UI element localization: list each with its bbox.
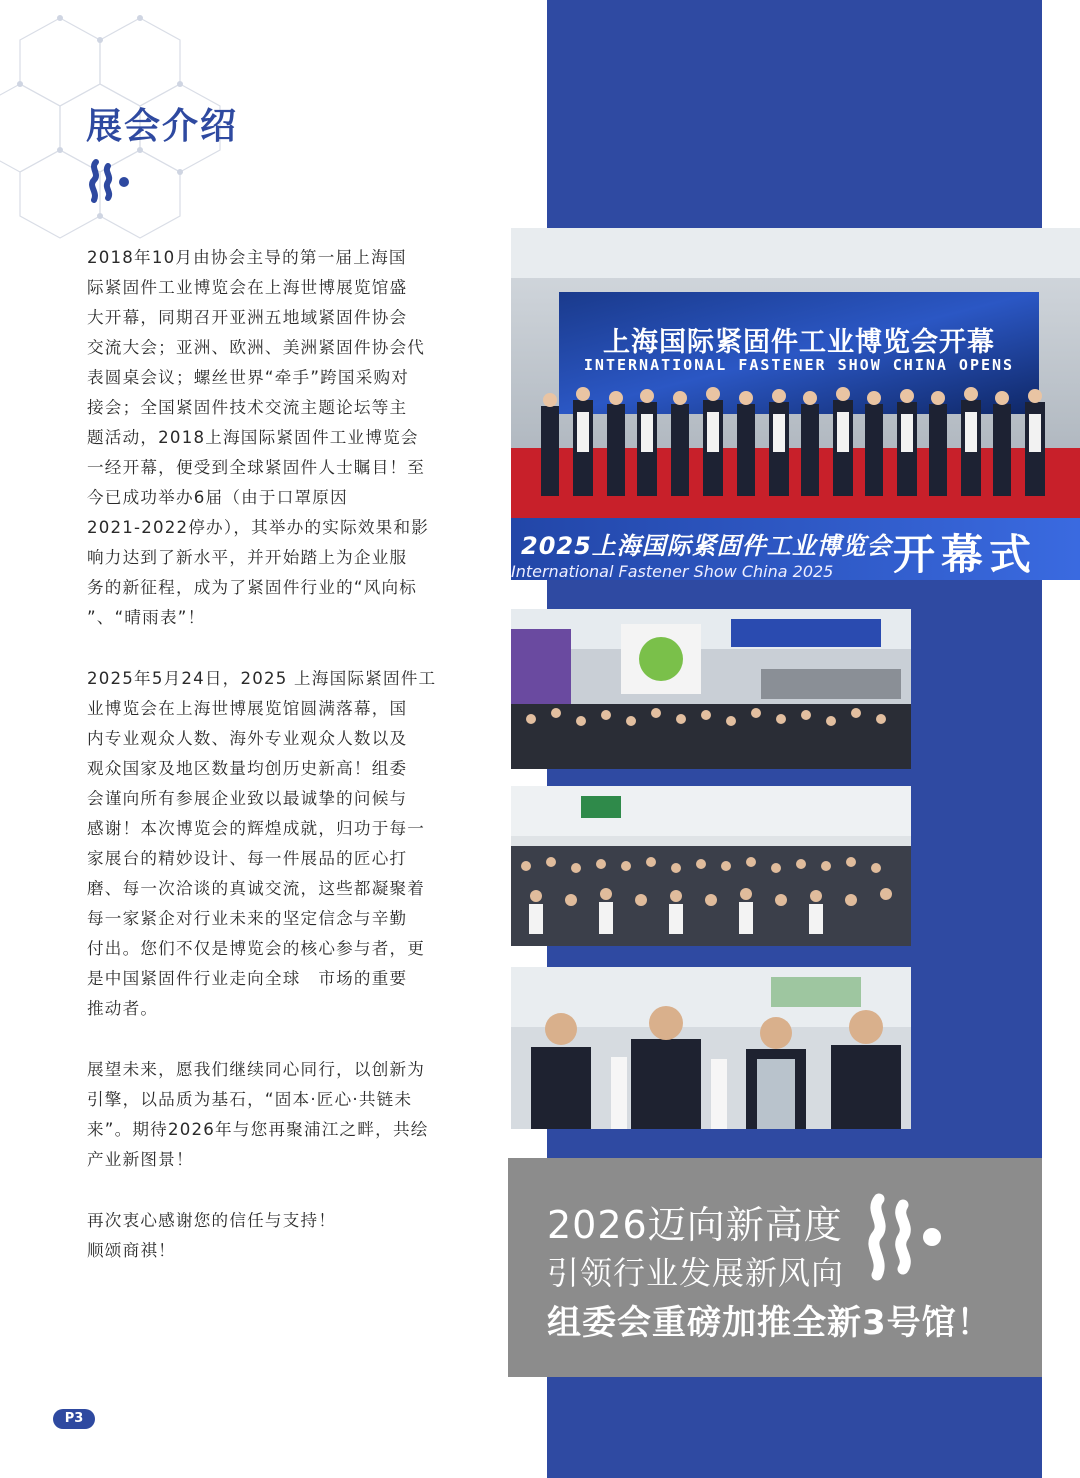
text-line: 业博览会在上海世博展览馆圆满落幕，国	[87, 699, 408, 718]
text-line: 展望未来，愿我们继续同心同行，以创新为	[87, 1060, 426, 1079]
text-line: 大开幕，同期召开亚洲五地域紧固件协会	[87, 308, 408, 327]
stage-subtitle: International Fastener Show China 2025	[511, 562, 834, 580]
banner-subtitle: INTERNATIONAL FASTENER SHOW CHINA OPENS	[583, 356, 1015, 374]
promo-line-1: 2026迈向新高度	[547, 1203, 843, 1247]
intro-paragraph-3	[87, 1055, 439, 1175]
text-line: 付出。您们不仅是博览会的核心参与者，更	[87, 939, 426, 958]
text-line: 今已成功举办6届（由于口罩原因	[87, 488, 348, 507]
page-number-badge: P3	[53, 1409, 95, 1429]
text-line: 观众国家及地区数量均创历史新高！组委	[87, 759, 408, 778]
forum-audience-photo	[511, 786, 911, 946]
text-line: 引擎，以品质为基石，“固本·匠心·共链未	[87, 1090, 413, 1109]
text-line: 推动者。	[87, 999, 159, 1018]
text-line: 务的新征程，成为了紧固件行业的“风向标	[87, 578, 418, 597]
text-line: 会谨向所有参展企业致以最诚挚的问候与	[87, 789, 408, 808]
text-line: 感谢！本次博览会的辉煌成就，归功于每一	[87, 819, 426, 838]
text-line: 产业新图景！	[87, 1150, 194, 1169]
text-line: 再次衷心感谢您的信任与支持！	[87, 1211, 337, 1230]
section-heading: 展会介绍	[86, 106, 239, 147]
text-line: 顺颂商祺！	[87, 1241, 176, 1260]
promo-line-2: 引领行业发展新风向	[547, 1254, 845, 1292]
text-line: 表圆桌会议；螺丝世界“牵手”跨国采购对	[87, 368, 410, 387]
text-line: 内专业观众人数、海外专业观众人数以及	[87, 729, 408, 748]
text-line: 家展台的精妙设计、每一件展品的匠心打	[87, 849, 408, 868]
text-line: 交流大会；亚洲、欧洲、美洲紧固件协会代	[87, 338, 426, 357]
promo-box	[508, 1158, 1042, 1377]
text-line: 响力达到了新水平，并开始踏上为企业服	[87, 548, 408, 567]
text-line: 2018年10月由协会主导的第一届上海国	[87, 248, 407, 267]
banner-title: 上海国际紧固件工业博览会开幕	[603, 327, 995, 358]
text-line: 磨、每一次洽谈的真诚交流，这些都凝聚着	[87, 879, 426, 898]
stage-opening-label: 开幕式	[893, 530, 1038, 579]
text-line: 每一家紧企对行业未来的坚定信念与辛勤	[87, 909, 408, 928]
text-line: 2025年5月24日，2025 上海国际紧固件工	[87, 669, 437, 688]
text-line: ”、“晴雨表”！	[87, 608, 206, 627]
intro-paragraph-1	[87, 243, 439, 633]
text-line: 来”。期待2026年与您再聚浦江之畔，共绘	[87, 1120, 429, 1139]
opening-ceremony-photo	[511, 228, 1080, 580]
text-line: 题活动，2018上海国际紧固件工业博览会	[87, 428, 419, 447]
text-line: 是中国紧固件行业走向全球 市场的重要	[87, 969, 408, 988]
intro-paragraph-2	[87, 664, 439, 1024]
brand-logo-icon	[88, 158, 132, 204]
text-line: 2021-2022停办），其举办的实际效果和影	[87, 518, 430, 537]
entrance-crowd-photo	[511, 609, 911, 769]
stage-title: 2025上海国际紧固件工业博览会	[521, 532, 892, 560]
text-line: 接会；全国紧固件技术交流主题论坛等主	[87, 398, 408, 417]
text-line: 际紧固件工业博览会在上海世博展览馆盛	[87, 278, 408, 297]
promo-line-3: 组委会重磅加推全新3号馆！	[547, 1303, 992, 1343]
business-meeting-photo	[511, 967, 911, 1129]
brand-logo-icon	[865, 1191, 947, 1283]
text-line: 一经开幕，便受到全球紧固件人士瞩目！至	[87, 458, 426, 477]
closing-paragraph	[87, 1206, 439, 1266]
